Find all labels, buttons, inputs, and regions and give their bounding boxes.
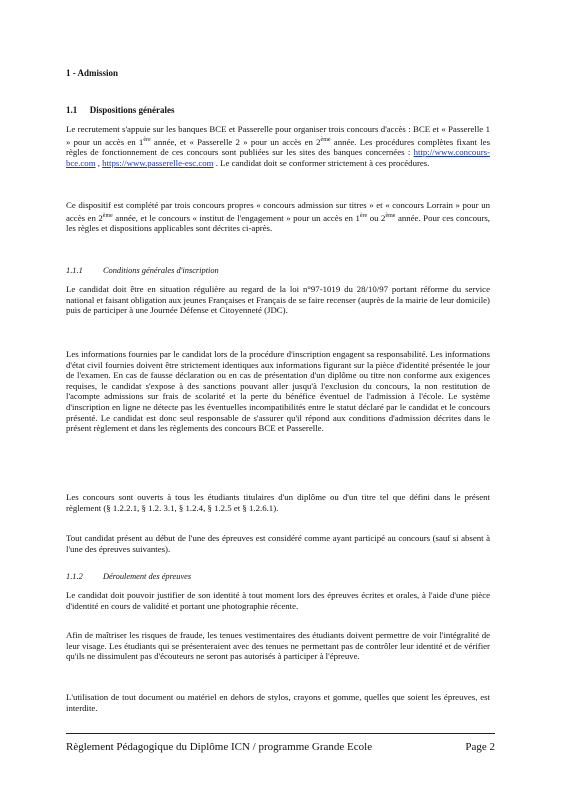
paragraph-candidat-present: Tout candidat présent au début de l'une des épreuves est considéré comme ayant participé au concours (sauf si absent à l'une des épreuves suivantes).: [66, 533, 490, 554]
footer-title: Règlement Pédagogique du Diplôme ICN / programme Grande Ecole: [66, 741, 373, 753]
page-footer: [66, 733, 495, 753]
link-concours-bce[interactable]: http://www.concours-bce.com: [66, 147, 490, 168]
paragraph-fraude: Afin de maîtriser les risques de fraude, les tenues vestimentaires des étudiants doivent permettre de voir l'intégralité de leur visage. Les étudiants qui se présenteraient avec des tenues ne permettant pas de contrôler leur identité et de vérifier qu'ils ne dissimulent pas d'écouteurs ne seront pas autorisés à participer à l'épreuve.: [66, 630, 490, 662]
section-title: - Admission: [72, 68, 119, 78]
paragraph-dispositif: Ce dispositif est complété par trois concours propres « concours admission sur titres » et « concours Lorrain » pour un accès en 2ème année, et le concours « institut de l'engagement » pour un accès en 1ère ou 2ème année. Pour ces concours, les règles et dispositions applicables sont décrites ci-après.: [66, 200, 491, 234]
paragraph-materiel: L'utilisation de tout document ou matériel en dehors de stylos, crayons et gomme, quelles que soient les épreuves, est interdite.: [66, 692, 490, 713]
section-number: 1: [66, 68, 71, 78]
subsection-number: 1.1.2: [66, 572, 83, 581]
subsection-title: Déroulement des épreuves: [102, 572, 192, 581]
subsection-title: Dispositions générales: [89, 105, 175, 115]
paragraph-recruitment: Le recrutement s'appuie sur les banques BCE et Passerelle pour organiser trois concours d'accès : BCE et « Passerelle 1 » pour un accès en 1ère année, et « Passerelle 2 » pour un accès en 2ème année. Les procédures complètes fixant les règles de fonctionnement de ces concours sont publiées sur les sites des banques concernées : http://www.concours-bce.com , https://www.passerelle-esc.com . Le candidat doit se conformer strictement à ces procédures.: [66, 124, 490, 168]
paragraph-identite: Le candidat doit pouvoir justifier de son identité à tout moment lors des épreuves écrites et orales, à l'aide d'une pièce d'identité en cours de validité et portant une photographie récente.: [66, 590, 490, 611]
subsection-title: Conditions générales d'inscription: [102, 266, 219, 275]
subsection-heading-1-1-2: [66, 572, 191, 581]
subsection-heading-1-1: [66, 105, 175, 115]
page-number: Page 2: [465, 741, 495, 753]
subsection-number: 1.1: [66, 105, 78, 115]
paragraph-informations: Les informations fournies par le candidat lors de la procédure d'inscription engagent sa responsabilité. Les informations d'état civil fournies doivent être strictement identiques aux informations figurant sur la pièce d'identité présentée le jour de l'examen. En cas de fausse déclaration ou en cas de présentation d'un diplôme ou titre non conforme aux exigences requises, le candidat s'expose à des sanctions pouvant aller jusqu'à l'exclusion du concours, la non restitution de l'acompte admissions sur frais de scolarité et la perte du bénéfice éventuel de l'admission à l'école. Le système d'inscription en ligne ne détecte pas les éventuelles incompatibilités entre le statut déclaré par le candidat et le concours présenté. Le candidat est donc seul responsable de s'assurer qu'il répond aux conditions d'admission décrites dans le présent règlement et dans les règlements des concours BCE et Passerelle.: [66, 349, 490, 434]
subsection-number: 1.1.1: [66, 266, 83, 275]
section-heading: [66, 68, 118, 78]
paragraph-service-national: Le candidat doit être en situation régulière au regard de la loi n°97-1019 du 28/10/97 portant réforme du service national et faisant obligation aux jeunes Françaises et Français de se faire recenser (auprès de la mairie de leur domicile) puis de participer à une Journée Défense et Citoyenneté (JDC).: [66, 284, 490, 316]
link-passerelle-esc[interactable]: https://www.passerelle-esc.com: [102, 157, 214, 168]
subsection-heading-1-1-1: [66, 266, 219, 275]
paragraph-concours-ouverts: Les concours sont ouverts à tous les étudiants titulaires d'un diplôme ou d'un titre tel que défini dans le présent règlement (§ 1.2.2.1, § 1.2. 3.1, § 1.2.4, § 1.2.5 et § 1.2.6.1).: [66, 492, 490, 513]
